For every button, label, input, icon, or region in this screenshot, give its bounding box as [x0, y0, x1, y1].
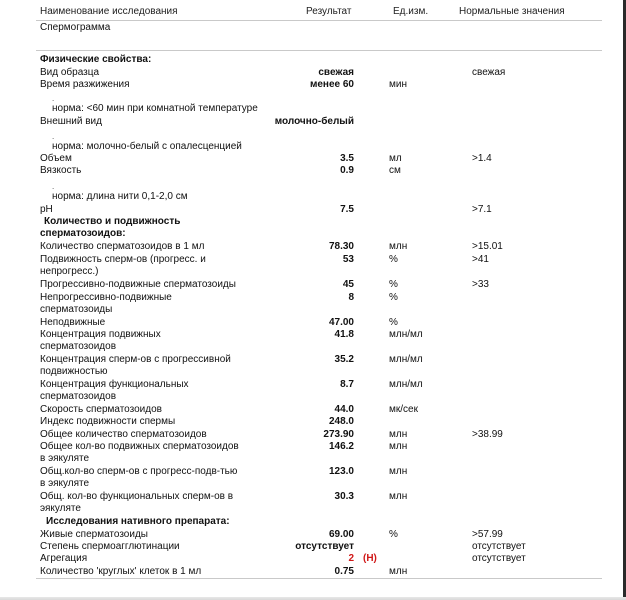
table-header — [0, 0, 626, 22]
header-norm: Нормальные значения — [459, 6, 565, 17]
row-round-cells-unit: млн — [389, 566, 408, 577]
header-name: Наименование исследования — [40, 6, 178, 17]
row-count-norm: >15.01 — [472, 241, 503, 252]
row-total-progressive-name-cont: в эякуляте — [40, 478, 90, 489]
section-divider — [36, 50, 602, 51]
row-liquefaction-value: менее 60 — [309, 79, 354, 90]
row-conc-motile-name-cont: сперматозоидов — [40, 341, 117, 352]
header-result: Результат — [306, 6, 352, 17]
row-conc-progressive-name: Концентрация сперм-ов с прогрессивной — [40, 354, 231, 365]
row-total-progressive-name: Общ.кол-во сперм-ов с прогресс-подв-тью — [40, 466, 238, 477]
note-dot: . — [52, 132, 55, 141]
row-conc-motile-name: Концентрация подвижных — [40, 329, 161, 340]
row-total-count-unit: млн — [389, 429, 408, 440]
row-total-motile-unit: млн — [389, 441, 408, 452]
row-volume-name: Объем — [40, 153, 72, 164]
test-title: Спермограмма — [40, 22, 111, 33]
row-total-functional-value: 30.3 — [334, 491, 354, 502]
row-nonprogressive-value: 8 — [348, 292, 354, 303]
row-sample-norm: свежая — [472, 67, 506, 78]
row-liquefaction-note: норма: <60 мин при комнатной температуре — [52, 103, 258, 114]
row-total-progressive-unit: млн — [389, 466, 408, 477]
row-conc-motile-value: 41.8 — [334, 329, 354, 340]
row-total-functional-name-cont: эякуляте — [40, 503, 81, 514]
row-liquefaction-name: Время разжижения — [40, 79, 130, 90]
section-quantity-line2: сперматозоидов: — [40, 228, 126, 239]
row-motility-norm: >41 — [472, 254, 489, 265]
row-agglutination-name: Степень спермоагглютинации — [40, 541, 180, 552]
row-nonprogressive-name-cont: сперматозоиды — [40, 304, 113, 315]
header-unit: Ед.изм. — [393, 6, 429, 17]
row-nonprogressive-unit: % — [389, 292, 398, 303]
row-total-count-norm: >38.99 — [472, 429, 503, 440]
row-aggregation-norm: отсутствует — [472, 553, 526, 564]
row-conc-motile-unit: млн/мл — [389, 329, 423, 340]
row-speed-value: 44.0 — [334, 404, 354, 415]
row-motility-index-name: Индекс подвижности спермы — [40, 416, 176, 427]
row-total-functional-name: Общ. кол-во функциональных сперм-ов в — [40, 491, 234, 502]
row-motility-name-cont: непрогресс.) — [40, 266, 99, 277]
row-motility-value: 53 — [342, 254, 354, 265]
row-aggregation-value: 2 — [348, 553, 354, 564]
row-count-name: Количество сперматозоидов в 1 мл — [40, 241, 205, 252]
row-total-count-value: 273.90 — [323, 429, 354, 440]
row-immotile-unit: % — [389, 317, 398, 328]
row-volume-norm: >1.4 — [472, 153, 492, 164]
row-progressive-unit: % — [389, 279, 398, 290]
row-progressive-name: Прогрессивно-подвижные сперматозоиды — [40, 279, 236, 290]
row-total-progressive-value: 123.0 — [328, 466, 354, 477]
row-speed-unit: мк/сек — [389, 404, 418, 415]
row-immotile-name: Неподвижные — [40, 317, 106, 328]
row-live-unit: % — [389, 529, 398, 540]
row-sample-name: Вид образца — [40, 67, 100, 78]
row-count-unit: млн — [389, 241, 408, 252]
row-liquefaction-unit: мин — [389, 79, 407, 90]
row-conc-functional-unit: млн/мл — [389, 379, 423, 390]
row-ph-name: pH — [40, 204, 53, 215]
row-conc-functional-name-cont: сперматозоидов — [40, 391, 117, 402]
row-progressive-value: 45 — [342, 279, 354, 290]
row-live-name: Живые сперматозоиды — [40, 529, 148, 540]
row-motility-name: Подвижность сперм-ов (прогресс. и — [40, 254, 206, 265]
row-aggregation-flag: (Н) — [363, 553, 377, 564]
row-agglutination-value: отсутствует — [295, 541, 354, 552]
row-conc-progressive-unit: млн/мл — [389, 354, 423, 365]
row-volume-value: 3.5 — [340, 153, 354, 164]
row-nonprogressive-name: Непрогрессивно-подвижные — [40, 292, 172, 303]
row-appearance-name: Внешний вид — [40, 116, 102, 127]
section-physical: Физические свойства: — [40, 54, 152, 65]
row-round-cells-name: Количество 'круглых' клеток в 1 мл — [40, 566, 202, 577]
row-speed-name: Скорость сперматозоидов — [40, 404, 162, 415]
row-progressive-norm: >33 — [472, 279, 489, 290]
row-total-motile-value: 146.2 — [328, 441, 354, 452]
row-conc-functional-name: Концентрация функциональных — [40, 379, 189, 390]
row-immotile-value: 47.00 — [328, 317, 354, 328]
row-viscosity-name: Вязкость — [40, 165, 82, 176]
row-round-cells-value: 0.75 — [334, 566, 354, 577]
row-appearance-note: норма: молочно-белый с опалесценцией — [52, 141, 242, 152]
row-motility-index-value: 248.0 — [328, 416, 354, 427]
row-live-value: 69.00 — [328, 529, 354, 540]
row-ph-norm: >7.1 — [472, 204, 492, 215]
row-total-functional-unit: млн — [389, 491, 408, 502]
row-volume-unit: мл — [389, 153, 402, 164]
row-count-value: 78.30 — [328, 241, 354, 252]
section-quantity-line1: Количество и подвижность — [44, 216, 181, 227]
row-conc-progressive-value: 35.2 — [334, 354, 354, 365]
header-divider — [36, 20, 602, 21]
row-viscosity-value: 0.9 — [340, 165, 354, 176]
row-viscosity-note: норма: длина нити 0,1-2,0 см — [52, 191, 188, 202]
row-sample-value: свежая — [318, 67, 354, 78]
row-aggregation-name: Агрегация — [40, 553, 88, 564]
row-live-norm: >57.99 — [472, 529, 503, 540]
row-agglutination-norm: отсутствует — [472, 541, 526, 552]
row-motility-unit: % — [389, 254, 398, 265]
row-total-motile-name: Общее кол-во подвижных сперматозоидов — [40, 441, 239, 452]
section-native: Исследования нативного препарата: — [46, 516, 230, 527]
note-dot: . — [52, 94, 55, 103]
note-dot: . — [52, 182, 55, 191]
footer-divider — [36, 578, 602, 579]
row-total-motile-name-cont: в эякуляте — [40, 453, 90, 464]
row-conc-functional-value: 8.7 — [340, 379, 354, 390]
row-ph-value: 7.5 — [340, 204, 354, 215]
row-conc-progressive-name-cont: подвижностью — [40, 366, 108, 377]
row-total-count-name: Общее количество сперматозоидов — [40, 429, 207, 440]
row-appearance-value: молочно-белый — [274, 116, 354, 127]
row-viscosity-unit: см — [389, 165, 401, 176]
